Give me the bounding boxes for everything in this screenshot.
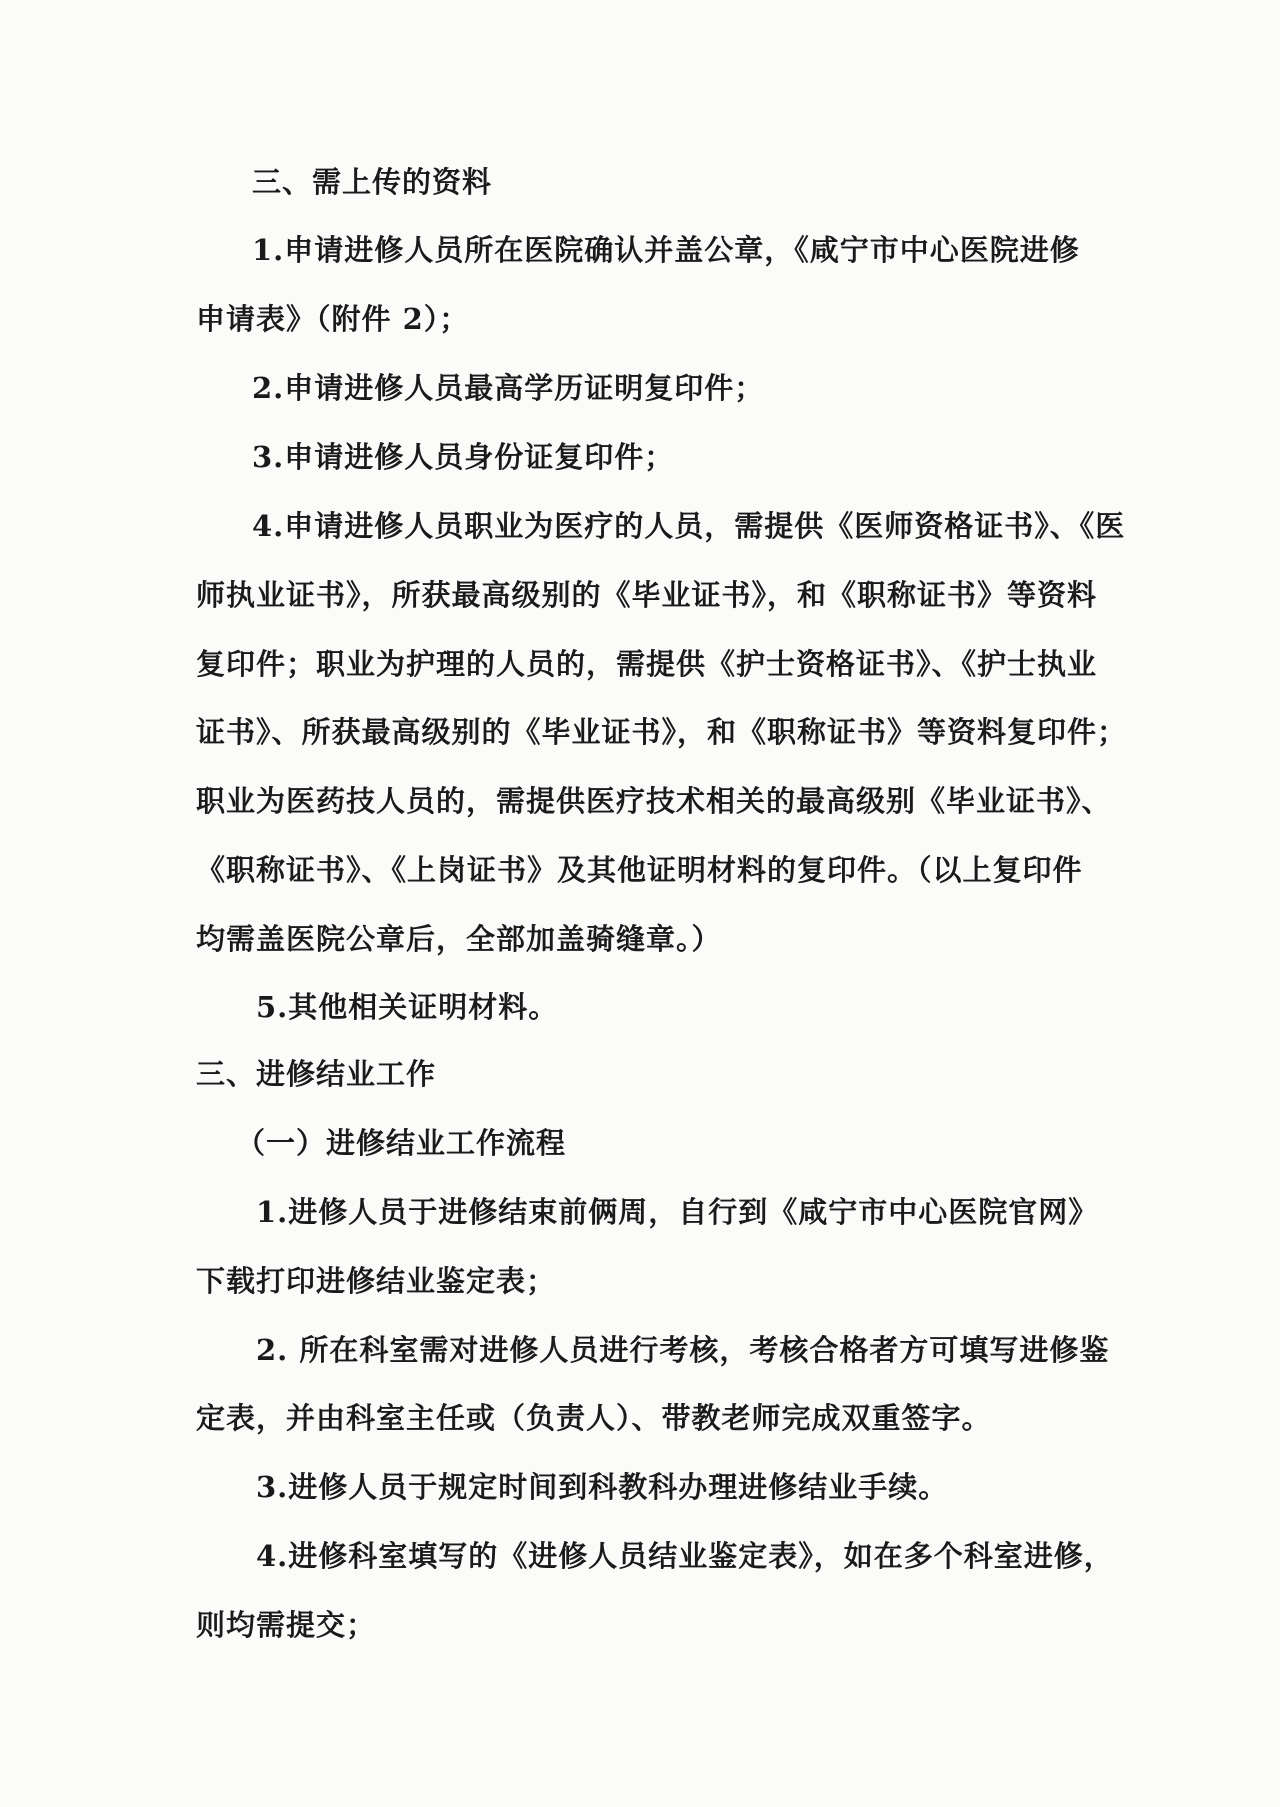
section-heading-completion: 三、进修结业工作 (196, 1057, 437, 1091)
item-1-line-2: 申请表》（附件 2）； (196, 302, 470, 336)
step-1-line-1: 1.进修人员于进修结束前俩周，自行到《咸宁市中心医院官网》 (256, 1195, 1099, 1229)
item-1-line-1: 1.申请进修人员所在医院确认并盖公章，《咸宁市中心医院进修 (252, 233, 1080, 267)
step-4-line-2: 则均需提交； (196, 1608, 377, 1642)
item-4-line-5: 职业为医药技人员的，需提供医疗技术相关的最高级别《毕业证书》、 (196, 784, 1112, 818)
step-1-line-2: 下载打印进修结业鉴定表； (196, 1264, 557, 1298)
step-2-line-1: 2. 所在科室需对进修人员进行考核，考核合格者方可填写进修鉴 (256, 1333, 1110, 1367)
item-4-line-6: 《职称证书》、《上岗证书》及其他证明材料的复印件。（以上复印件 (196, 853, 1083, 887)
item-4-line-3: 复印件；职业为护理的人员的，需提供《护士资格证书》、《护士执业 (196, 647, 1098, 681)
step-4-line-1: 4.进修科室填写的《进修人员结业鉴定表》，如在多个科室进修， (256, 1539, 1114, 1573)
item-3: 3.申请进修人员身份证复印件； (252, 440, 675, 474)
step-3: 3.进修人员于规定时间到科教科办理进修结业手续。 (256, 1470, 949, 1504)
item-2: 2.申请进修人员最高学历证明复印件； (252, 371, 765, 405)
item-4-line-1: 4.申请进修人员职业为医疗的人员，需提供《医师资格证书》、《医 (252, 509, 1126, 543)
item-4-line-4: 证书》、所获最高级别的《毕业证书》，和《职称证书》等资料复印件； (196, 715, 1128, 749)
step-2-line-2: 定表，并由科室主任或（负责人）、带教老师完成双重签字。 (196, 1401, 992, 1435)
section-heading-upload-materials: 三、需上传的资料 (252, 165, 493, 199)
subsection-heading-workflow: （一）进修结业工作流程 (236, 1126, 567, 1160)
item-4-line-7: 均需盖医院公章后，全部加盖骑缝章。） (196, 922, 722, 956)
item-4-line-2: 师执业证书》，所获最高级别的《毕业证书》，和《职称证书》等资料 (196, 578, 1098, 612)
item-5: 5.其他相关证明材料。 (256, 990, 559, 1024)
